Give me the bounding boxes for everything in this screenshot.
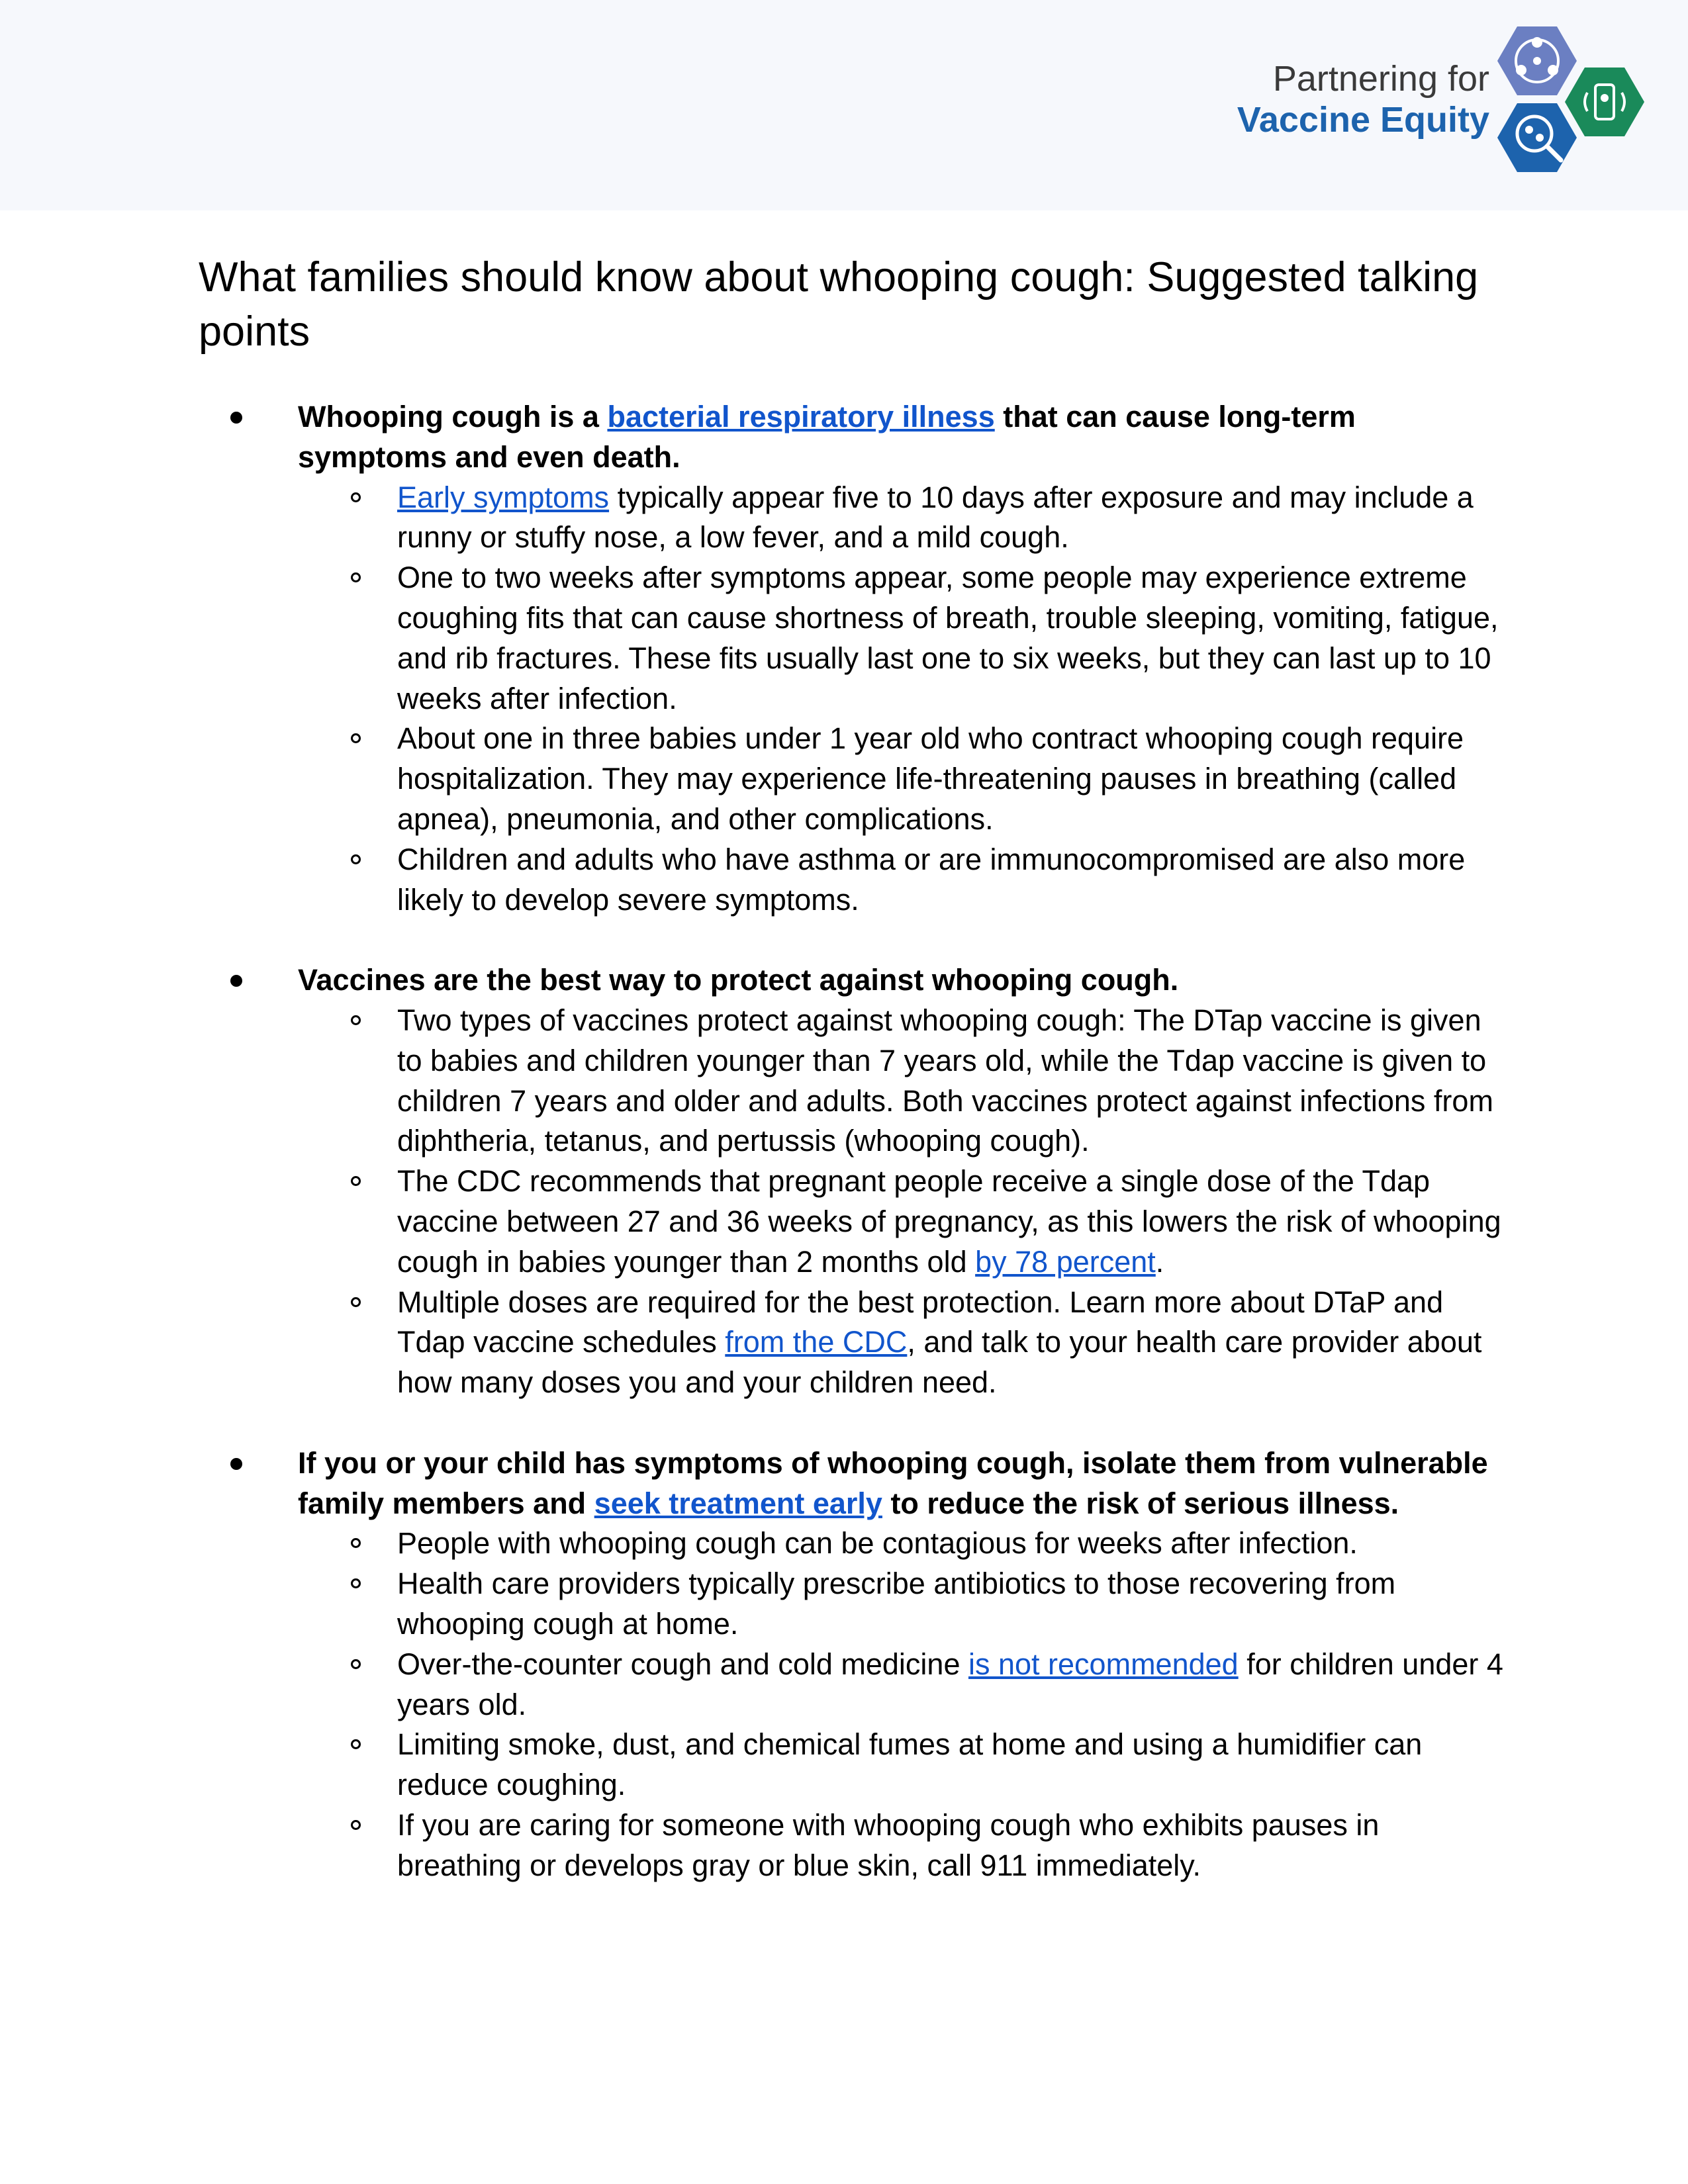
link-bacterial-respiratory-illness[interactable]: bacterial respiratory illness: [607, 400, 995, 433]
section-lead: [199, 397, 1509, 478]
item-text: typically appear five to 10 days after exposure and may include a runny or stuffy nose, a low fever, and a mild cough.: [397, 480, 1474, 555]
item-text: for children under 4 years old.: [397, 1647, 1503, 1721]
circle-bullet-icon: [351, 1659, 361, 1669]
item-text: About one in three babies under 1 year old who contract whooping cough require hospitalization. They may experience life-threatening pauses in breathing (called apnea), pneumonia, and other complications.: [397, 721, 1464, 836]
item-text: Two types of vaccines protect against whooping cough: The DTap vaccine is given to babies and children younger than 7 years old, while the Tdap vaccine is given to children 7 years and older and adults. Both vaccines protect against infections from diphtheria, tetanus, and pertussis (whooping cough).: [397, 1003, 1493, 1158]
list-item: [199, 478, 1509, 559]
section-treatment: [199, 1443, 1509, 1886]
logo-hexagons: [1497, 20, 1658, 179]
logo-wordmark: [1237, 58, 1489, 140]
item-text: People with whooping cough can be contagious for weeks after infection.: [397, 1526, 1358, 1561]
circle-bullet-icon: [351, 1297, 361, 1307]
section-lead: [199, 960, 1509, 1001]
circle-bullet-icon: [351, 1739, 361, 1749]
link-is-not-recommended[interactable]: is not recommended: [968, 1647, 1239, 1681]
sub-list: [199, 1524, 1509, 1886]
lead-text: to reduce the risk of serious illness.: [882, 1486, 1399, 1520]
item-text: .: [1155, 1244, 1164, 1279]
talking-points: [199, 397, 1509, 1926]
circle-bullet-icon: [351, 572, 361, 582]
item-text: Health care providers typically prescribe antibiotics to those recovering from whooping cough at home.: [397, 1567, 1396, 1641]
section-vaccines: [199, 960, 1509, 1403]
item-text: The CDC recommends that pregnant people receive a single dose of the Tdap vaccine between 27 and 36 weeks of pregnancy, as this lowers the risk of whooping cough in babies younger than 2 months old: [397, 1164, 1501, 1279]
link-early-symptoms[interactable]: Early symptoms: [397, 480, 610, 514]
mobile-phone-signal-icon: [1565, 68, 1644, 136]
logo-line-2: Vaccine Equity: [1237, 100, 1489, 140]
list-item: [199, 1283, 1509, 1403]
bullet-dot-icon: [230, 975, 242, 987]
list-item: [199, 840, 1509, 921]
page-title: What families should know about whooping cough: Suggested talking points: [199, 254, 1479, 355]
circle-bullet-icon: [351, 1578, 361, 1588]
community-network-icon: [1497, 26, 1577, 95]
bullet-dot-icon: [230, 412, 242, 424]
sub-list: [199, 1001, 1509, 1403]
list-item: [199, 719, 1509, 839]
circle-bullet-icon: [351, 1538, 361, 1548]
item-text: If you are caring for someone with whooping cough who exhibits pauses in breathing or develops gray or blue skin, call 911 immediately.: [397, 1807, 1380, 1882]
section-lead: [199, 1443, 1509, 1524]
magnifier-people-icon: [1497, 103, 1577, 172]
list-item: [199, 1001, 1509, 1161]
list-item: [199, 1725, 1509, 1805]
item-text: One to two weeks after symptoms appear, some people may experience extreme coughing fits that can cause shortness of breath, trouble sleeping, vomiting, fatigue, and rib fractures. These fits usually last one to six weeks, but they can last up to 10 weeks after infection.: [397, 561, 1499, 715]
header-banner: [0, 0, 1688, 210]
lead-text: that can cause long-term symptoms and even death.: [298, 400, 1356, 474]
lead-text: Vaccines are the best way to protect against whooping cough.: [298, 963, 1179, 997]
item-text: Children and adults who have asthma or are immunocompromised are also more likely to develop severe symptoms.: [397, 842, 1466, 917]
item-text: Over-the-counter cough and cold medicine: [397, 1647, 968, 1681]
link-seek-treatment-early[interactable]: seek treatment early: [594, 1486, 882, 1520]
circle-bullet-icon: [351, 492, 361, 502]
list-item: [199, 1645, 1509, 1725]
circle-bullet-icon: [351, 733, 361, 743]
circle-bullet-icon: [351, 1820, 361, 1830]
lead-text: If you or your child has symptoms of whooping cough, isolate them from vulnerable family members and: [298, 1445, 1488, 1520]
list-item: [199, 1805, 1509, 1886]
list-item: [199, 558, 1509, 719]
item-text: , and talk to your health care provider about how many doses you and your children need.: [397, 1325, 1482, 1400]
link-from-the-cdc[interactable]: from the CDC: [725, 1325, 908, 1359]
link-by-78-percent[interactable]: by 78 percent: [975, 1244, 1156, 1279]
lead-text: Whooping cough is a: [298, 400, 608, 433]
item-text: Multiple doses are required for the best protection. Learn more about DTaP and Tdap vaccine schedules: [397, 1285, 1444, 1359]
sub-list: [199, 478, 1509, 921]
section-illness: [199, 397, 1509, 920]
list-item: [199, 1564, 1509, 1645]
circle-bullet-icon: [351, 854, 361, 864]
circle-bullet-icon: [351, 1015, 361, 1025]
logo-line-1: Partnering for: [1272, 59, 1489, 99]
list-item: [199, 1161, 1509, 1282]
circle-bullet-icon: [351, 1176, 361, 1186]
list-item: [199, 1524, 1509, 1564]
item-text: Limiting smoke, dust, and chemical fumes at home and using a humidifier can reduce coughing.: [397, 1727, 1423, 1802]
bullet-dot-icon: [230, 1458, 242, 1470]
